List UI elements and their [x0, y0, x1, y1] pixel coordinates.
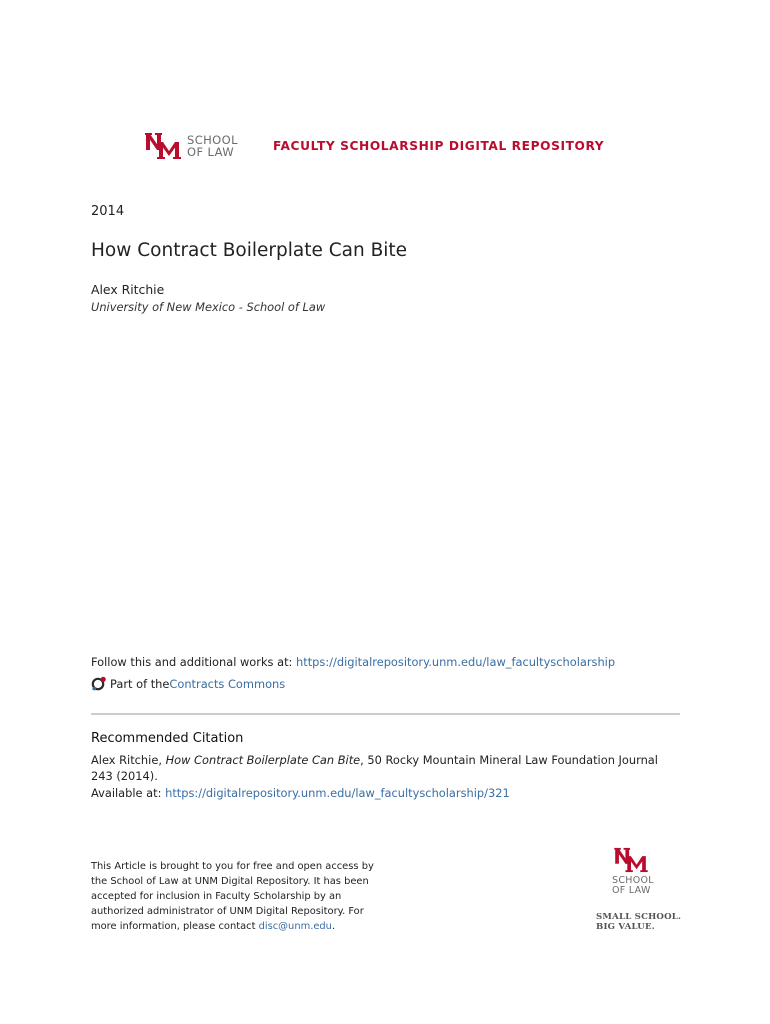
footer-tagline	[596, 912, 686, 932]
citation-title: How Contract Boilerplate Can Bite	[165, 753, 361, 767]
header-school-name	[187, 134, 238, 158]
available-link[interactable]: https://digitalrepository.unm.edu/law_facultyscholarship/321	[165, 786, 510, 800]
footer-logo	[596, 847, 686, 932]
footer-school-name	[612, 876, 686, 896]
follow-prefix: Follow this and additional works at:	[91, 655, 297, 669]
repository-title: FACULTY SCHOLARSHIP DIGITAL REPOSITORY	[273, 139, 605, 153]
follow-link[interactable]: https://digitalrepository.unm.edu/law_facultyscholarship	[296, 655, 616, 669]
author-name: Alex Ritchie	[91, 282, 165, 297]
citation-heading: Recommended Citation	[91, 731, 244, 746]
notice-end: .	[331, 921, 336, 932]
unm-logo-icon	[145, 132, 181, 160]
network-icon	[91, 676, 107, 692]
header-school-line2: OF LAW	[187, 145, 235, 159]
contact-email-link[interactable]: disc@unm.edu	[258, 921, 332, 932]
citation-author: Alex Ritchie,	[91, 753, 166, 767]
footer-school-line1: SCHOOL	[612, 875, 654, 886]
publication-year: 2014	[91, 204, 125, 219]
header-school-line1: SCHOOL	[187, 133, 238, 147]
contracts-commons-link[interactable]: Contracts Commons	[169, 677, 286, 691]
citation-text	[91, 752, 681, 784]
footer-tagline2: BIG VALUE.	[596, 922, 655, 932]
section-divider	[91, 713, 680, 715]
follow-line	[91, 655, 615, 669]
notice-text: This Article is brought to you for free and open access by the School of Law at UNM Digital Repository. It has been accepted for inclusion in Faculty Scholarship by an authorized administrator of UNM Digital Repository. For more information, please contact	[91, 861, 374, 932]
part-of-prefix: Part of the	[110, 677, 170, 691]
author-affiliation: University of New Mexico - School of Law	[91, 300, 326, 314]
footer-school-line2: OF LAW	[612, 885, 651, 896]
part-of-line	[91, 676, 285, 692]
open-access-notice	[91, 859, 391, 934]
available-line	[91, 786, 510, 800]
unm-footer-logo-icon	[612, 847, 650, 873]
article-title: How Contract Boilerplate Can Bite	[91, 240, 408, 261]
available-prefix: Available at:	[91, 786, 166, 800]
header-logo	[145, 131, 238, 161]
citation-rest: , 50 Rocky Mountain Mineral Law Foundation Journal 243 (2014).	[91, 753, 658, 783]
footer-tagline1: SMALL SCHOOL.	[596, 912, 682, 922]
